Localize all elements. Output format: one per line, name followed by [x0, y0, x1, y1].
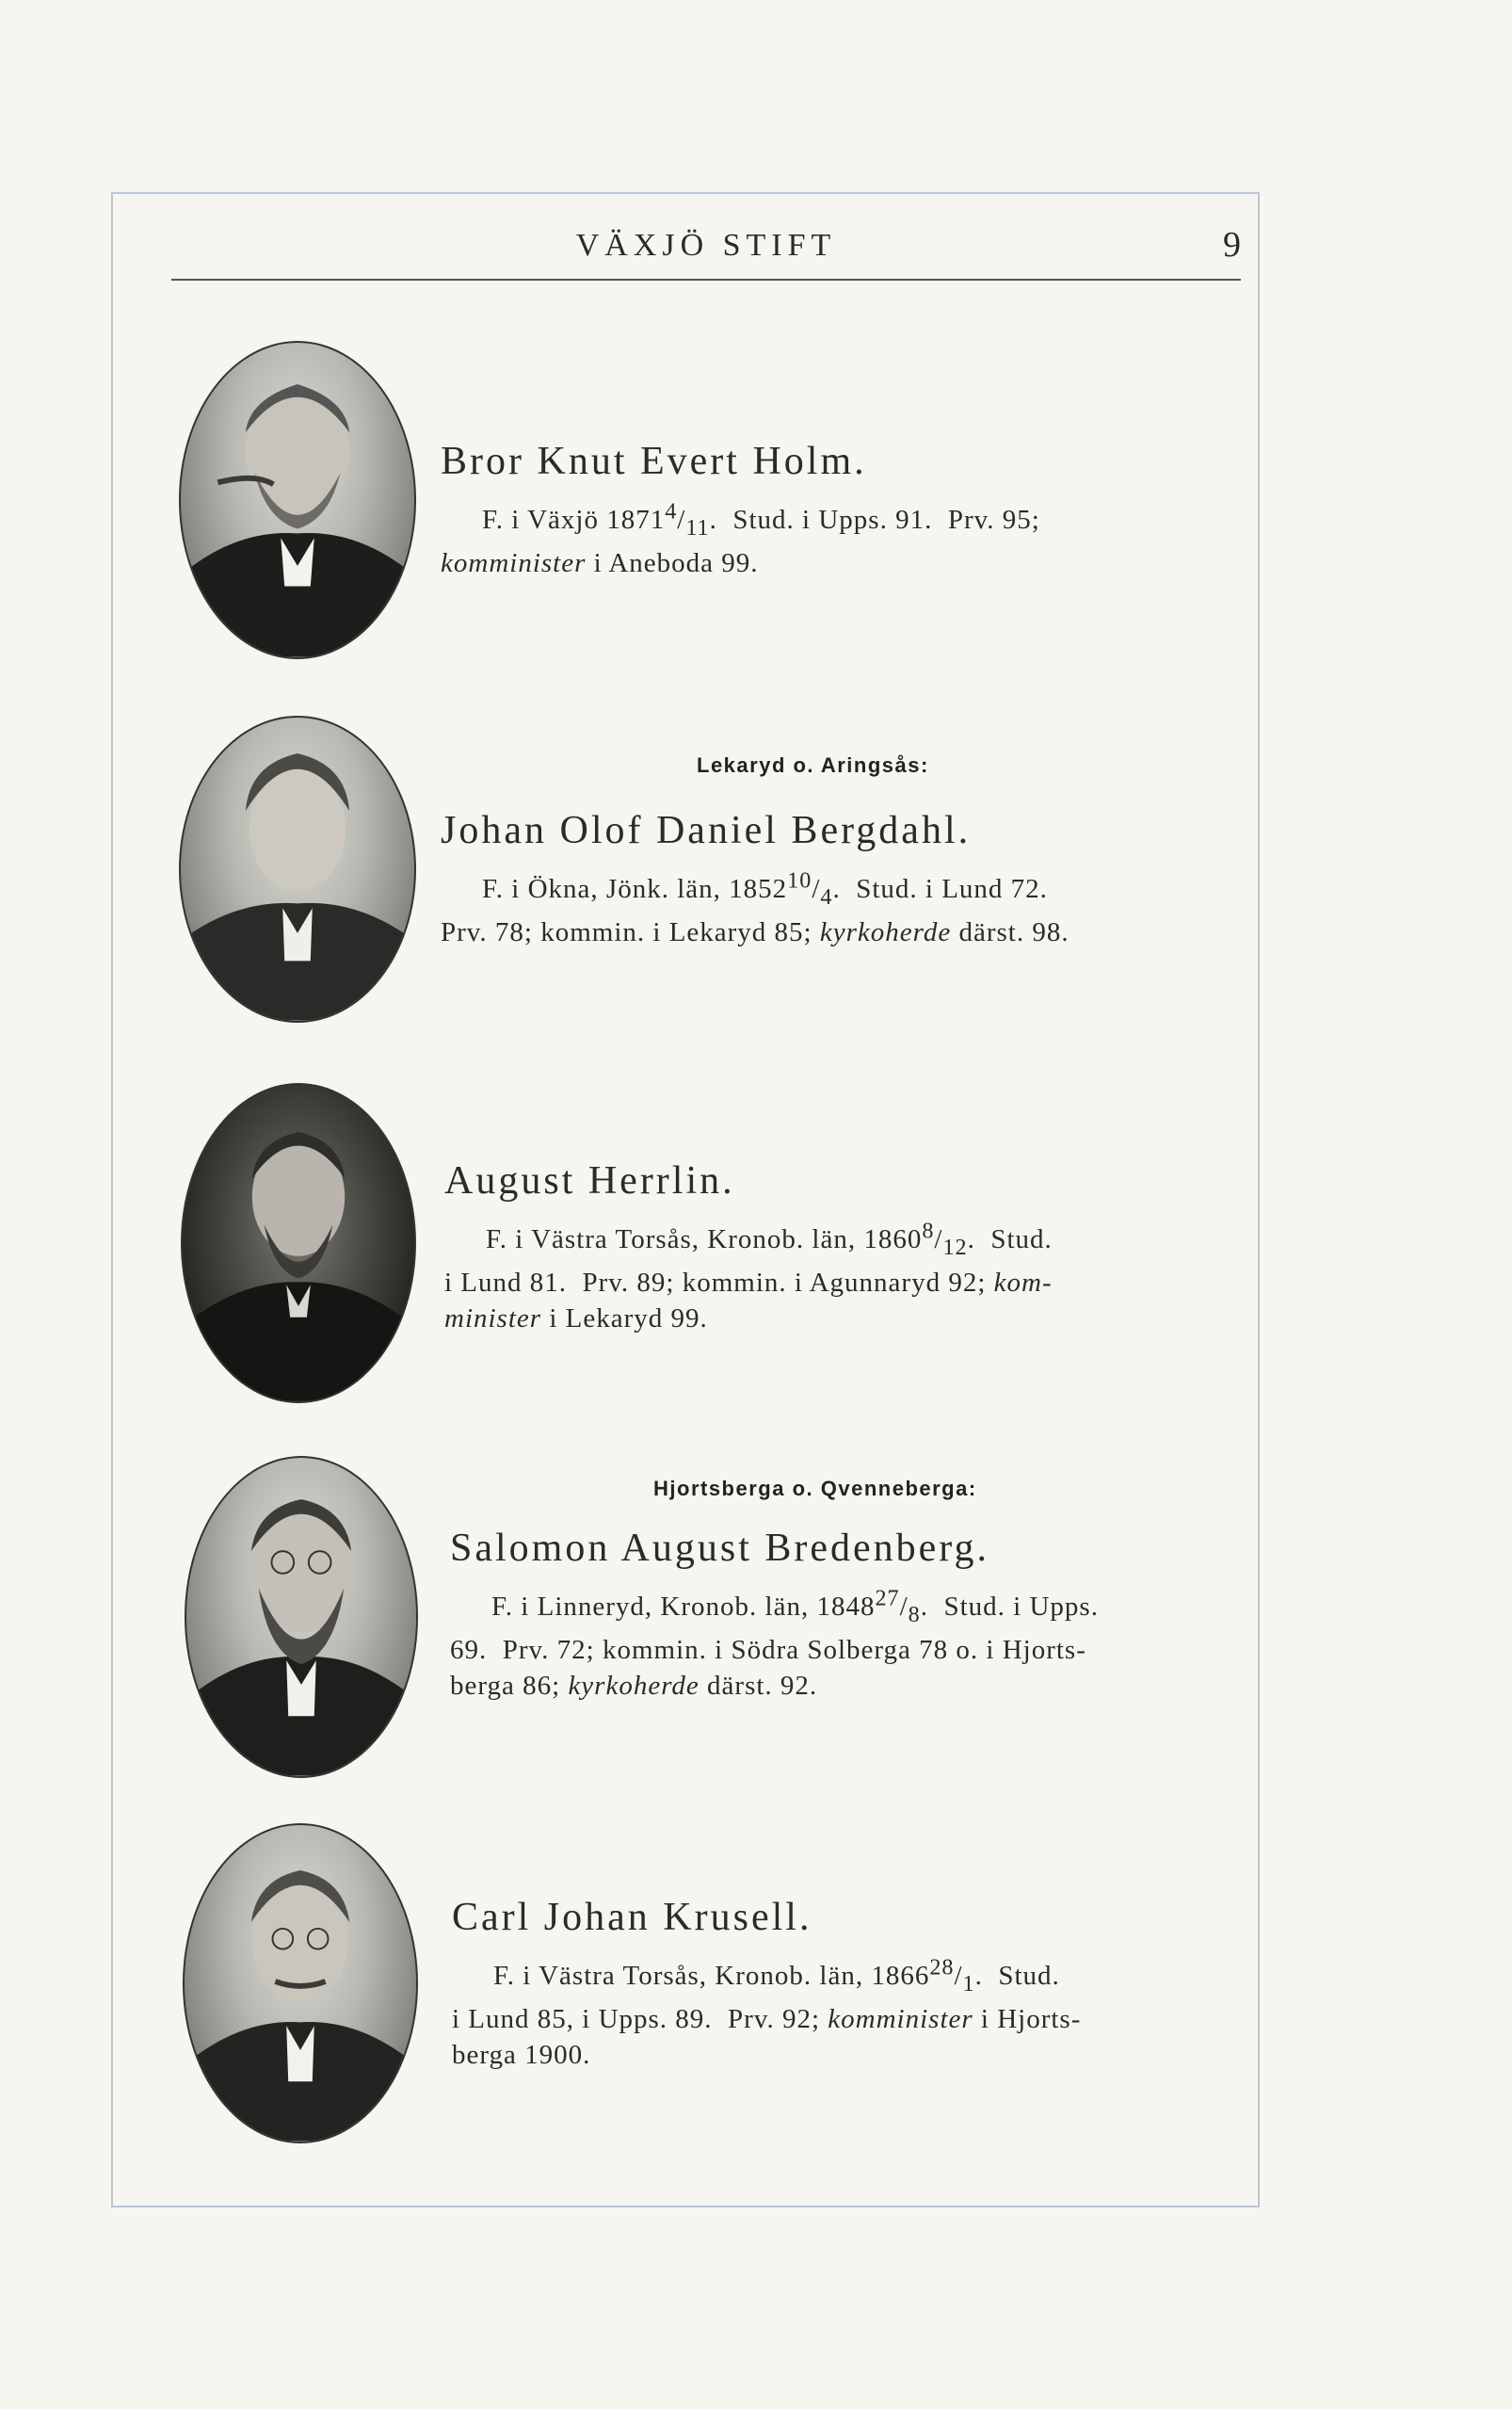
entry-bredenberg	[450, 1526, 1279, 1704]
parish-heading: Lekaryd o. Aringsås:	[697, 753, 929, 777]
portrait-figure	[186, 1458, 416, 1776]
bio-line: 69. Prv. 72; kommin. i Södra Solberga 78 o. i Hjorts-	[450, 1635, 1086, 1666]
portrait-holm	[179, 341, 416, 659]
entry-name: Johan Olof Daniel Bergdahl.	[441, 809, 972, 852]
parish-heading: Hjortsberga o. Qvenneberga:	[653, 1477, 977, 1500]
portrait-figure	[185, 1825, 416, 2142]
entry-name: Salomon August Bredenberg.	[450, 1527, 990, 1570]
page-number: 9	[1223, 225, 1241, 265]
entry-bio	[444, 1213, 1273, 1336]
bio-line: berga 86; kyrkoherde därst. 92.	[450, 1671, 818, 1702]
page-header	[171, 222, 1241, 281]
bio-line: berga 1900.	[452, 2040, 591, 2071]
portrait-bredenberg	[185, 1456, 418, 1778]
entry-bergdahl	[441, 808, 1269, 950]
bio-line: F. i Växjö $1871^4/_{11}$. Stud. i Upps. 91. Prv. 95;	[482, 498, 1040, 541]
portrait-figure	[181, 343, 414, 657]
bio-line: F. i Ökna, Jönk. län, $1852^{10}/_4$. Stud. i Lund 72.	[482, 867, 1048, 910]
running-title: VÄXJÖ STIFT	[575, 228, 837, 263]
entry-name: Bror Knut Evert Holm.	[441, 440, 867, 483]
portrait-herrlin	[181, 1083, 416, 1403]
portrait-krusell	[183, 1823, 418, 2143]
bio-line: Prv. 78; kommin. i Lekaryd 85; kyrkoherde därst. 98.	[441, 917, 1070, 948]
entry-bio	[452, 1949, 1280, 2073]
entry-name: August Herrlin.	[444, 1159, 735, 1203]
bio-line: F. i Västra Torsås, Kronob. län, $1860^8/_{12}$. Stud.	[486, 1218, 1053, 1260]
entry-herrlin	[444, 1158, 1273, 1336]
bio-line: F. i Västra Torsås, Kronob. län, $1866^{28}/_1$. Stud.	[493, 1954, 1060, 1997]
entry-krusell	[452, 1895, 1280, 2073]
bio-line: i Lund 85, i Upps. 89. Prv. 92; komminister i Hjorts-	[452, 2004, 1082, 2035]
entry-name: Carl Johan Krusell.	[452, 1896, 812, 1939]
bio-line: minister i Lekaryd 99.	[444, 1303, 708, 1334]
entry-bio	[441, 493, 1269, 581]
portrait-figure	[183, 1085, 414, 1401]
entry-bio	[441, 863, 1269, 950]
portrait-bergdahl	[179, 716, 416, 1023]
bio-line: komminister i Aneboda 99.	[441, 548, 759, 579]
bio-line: i Lund 81. Prv. 89; kommin. i Agunnaryd 92; kom-	[444, 1268, 1053, 1299]
entry-holm	[441, 439, 1269, 581]
entry-bio	[450, 1580, 1279, 1704]
portrait-figure	[181, 718, 414, 1021]
bio-line: F. i Linneryd, Kronob. län, $1848^{27}/_8$. Stud. i Upps.	[491, 1585, 1099, 1627]
